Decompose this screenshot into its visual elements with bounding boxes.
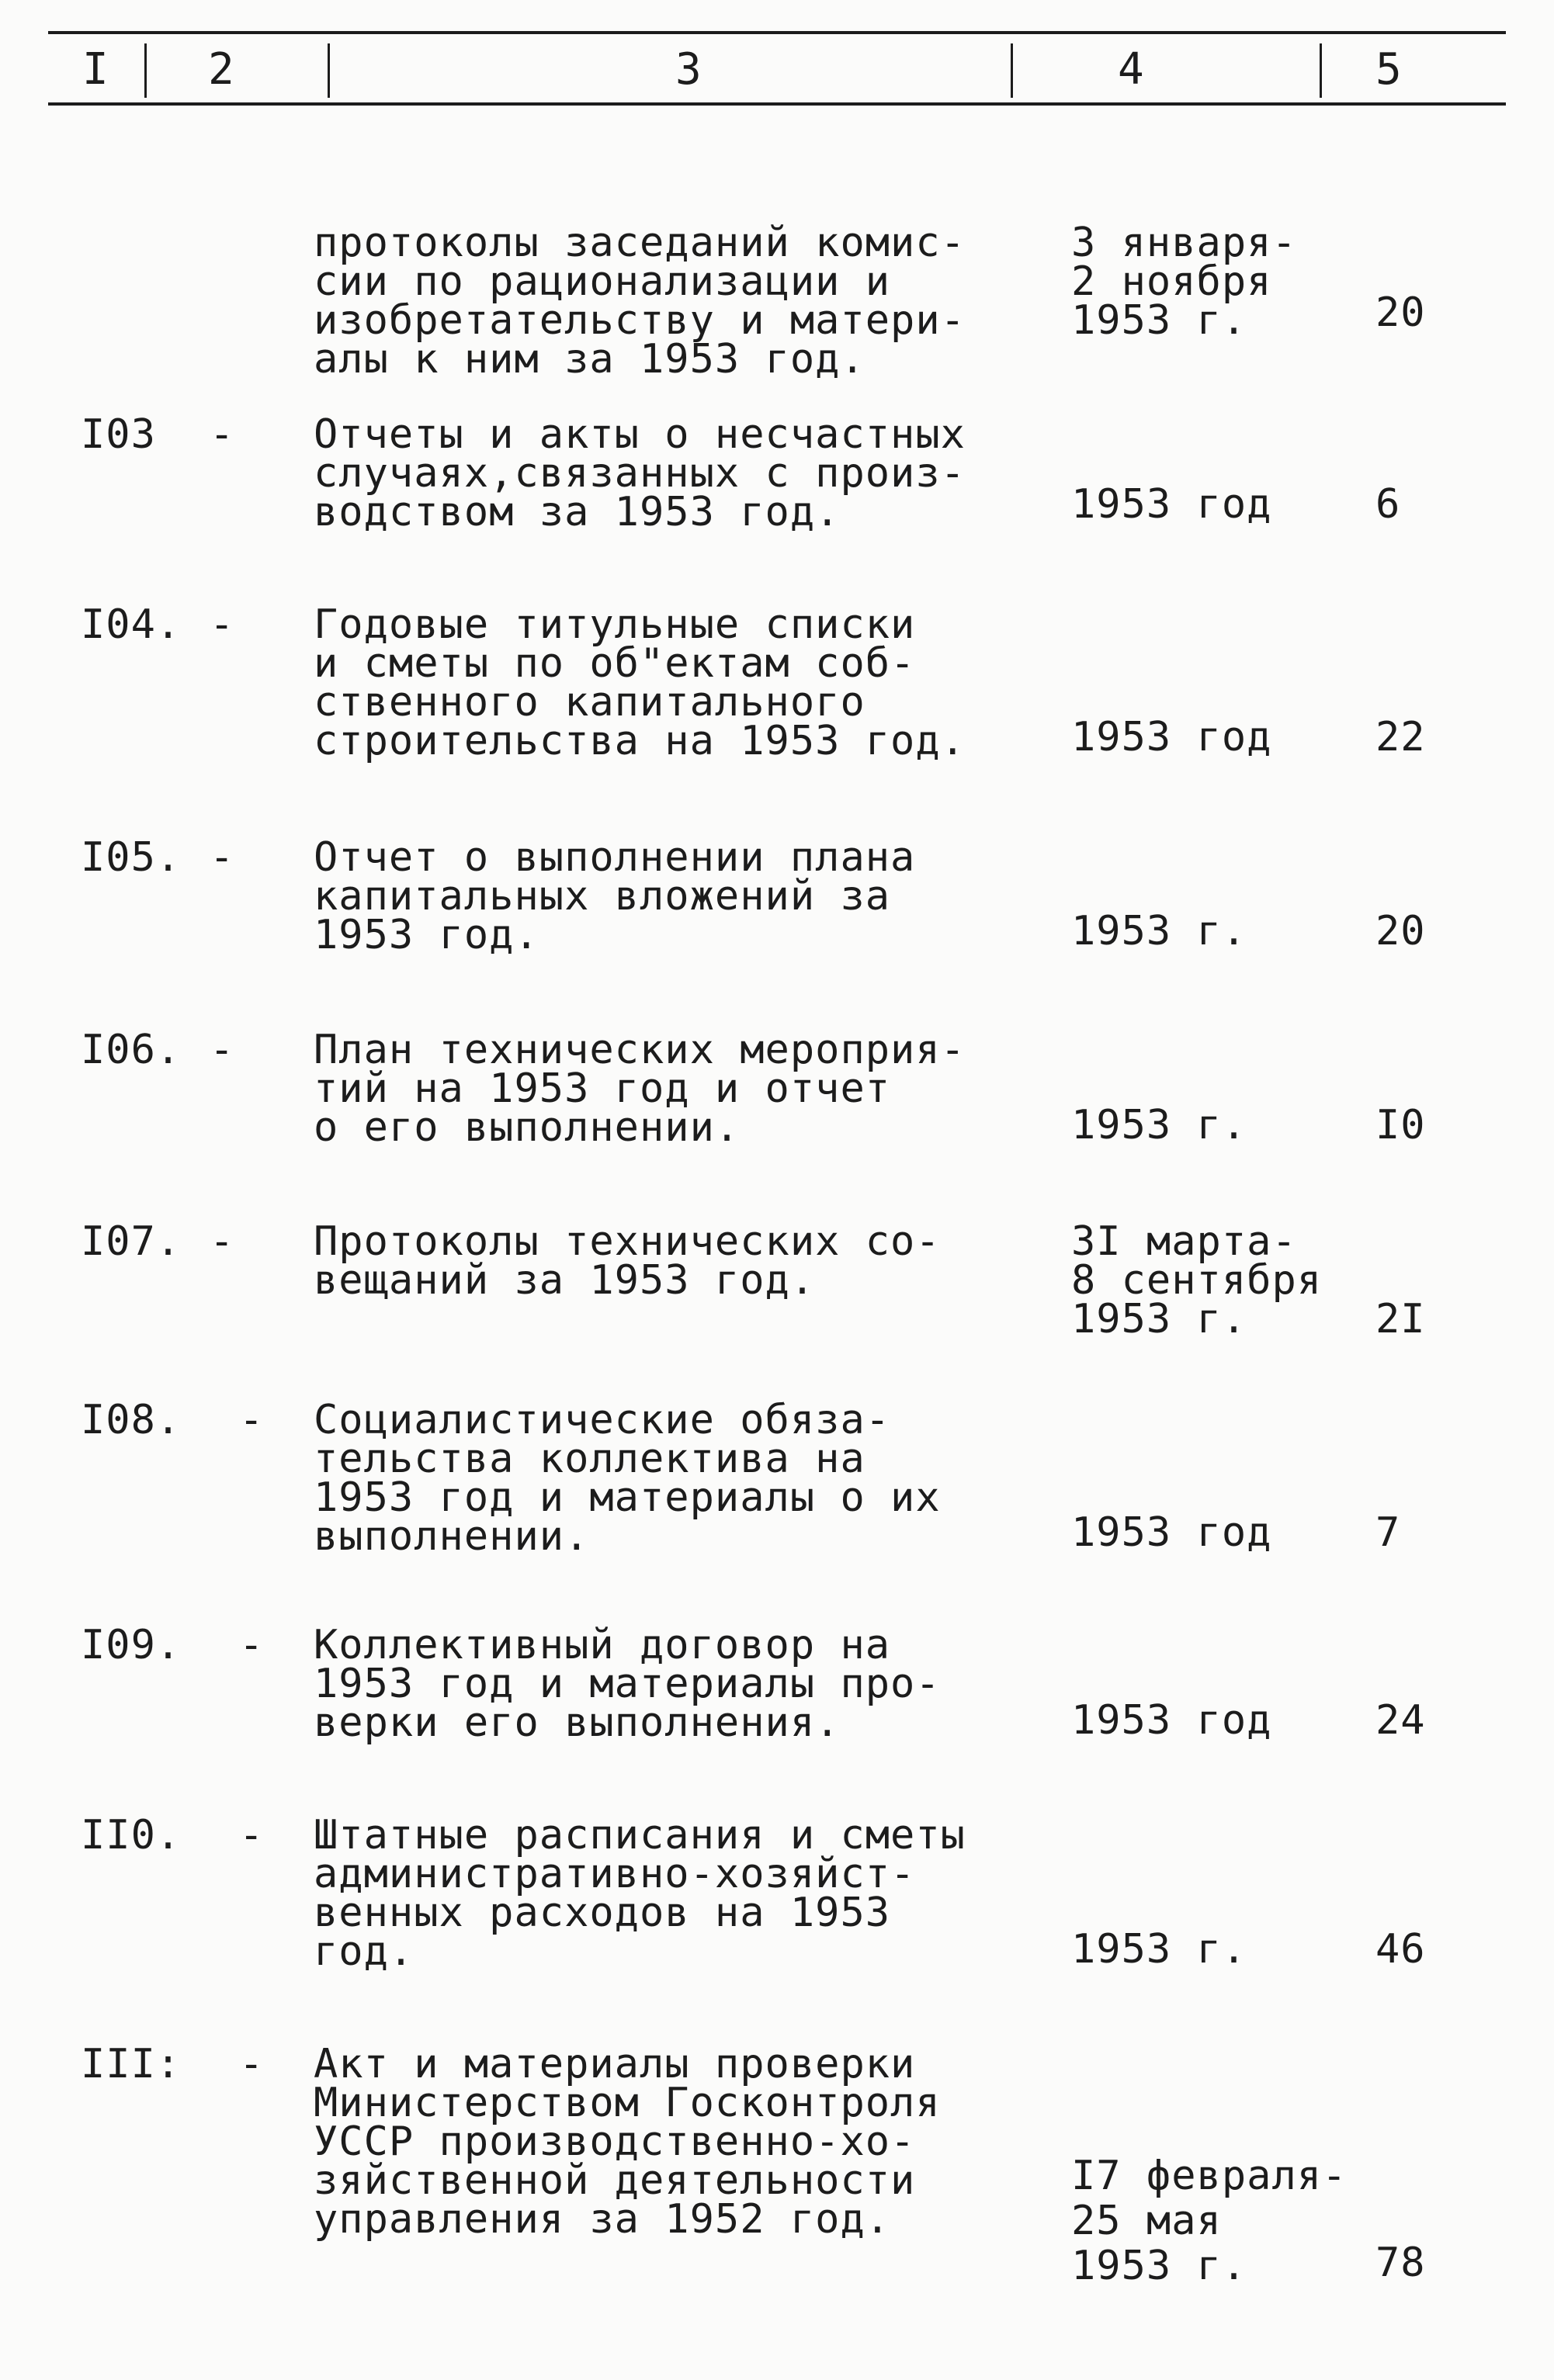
entry-dates: 1953 г. xyxy=(1071,1926,1247,1973)
entry-dash: - xyxy=(239,2041,265,2087)
entry-description: Отчеты и акты о несчастных случаях,связанных с произ- водством за 1953 год. xyxy=(314,411,966,535)
column-header-4: 4 xyxy=(1118,44,1144,95)
entry-description: Акт и материалы проверки Министерством Госконтроля УССР производственно-хо- зяйственной деятельности управления за 1952 год. xyxy=(314,2041,941,2243)
entry-description: протоколы заседаний комис- сии по рационализации и изобретательству и матери- алы к ним за 1953 год. xyxy=(314,220,966,383)
table-header-bottom-rule xyxy=(48,102,1506,106)
entry-dash: - xyxy=(239,1812,265,1859)
entry-dash: - xyxy=(239,1397,265,1443)
entry-dash: - xyxy=(210,834,235,881)
entry-description: Штатные расписания и сметы административно-хозяйст- венных расходов на 1953 год. xyxy=(314,1812,966,1975)
entry-dash: - xyxy=(239,1622,265,1668)
entry-dates: 1953 г. xyxy=(1071,1102,1247,1148)
entry-dates: 3 января- 2 ноября 1953 г. xyxy=(1071,220,1297,344)
entry-dates: 1953 г. xyxy=(1071,908,1247,954)
entry-dates: 1953 год xyxy=(1071,1697,1272,1744)
entry-sheet-count: 24 xyxy=(1375,1697,1426,1744)
entry-sheet-count: I0 xyxy=(1375,1102,1426,1148)
entry-description: Годовые титульные списки и сметы по об"ектам соб- ственного капитального строительства на 1953 год. xyxy=(314,601,966,764)
column-header-3: 3 xyxy=(675,44,702,95)
column-header-5: 5 xyxy=(1375,44,1402,95)
entry-sheet-count: 46 xyxy=(1375,1926,1426,1973)
entry-description: Социалистические обяза- тельства коллектива на 1953 год и материалы о их выполнении. xyxy=(314,1397,941,1560)
entry-dates: 3I марта- 8 сентября 1953 г. xyxy=(1071,1218,1323,1342)
entry-dates: 1953 год xyxy=(1071,714,1272,760)
entry-dates: I7 февраля- 25 мая 1953 г. xyxy=(1071,2153,1348,2289)
entry-number: I07. xyxy=(81,1218,182,1265)
entry-number: I03 xyxy=(81,411,156,458)
entry-sheet-count: 78 xyxy=(1375,2240,1426,2286)
entry-number: I09. xyxy=(81,1622,182,1668)
column-header-2: 2 xyxy=(208,44,234,95)
entry-sheet-count: 6 xyxy=(1375,481,1401,528)
entry-number: I04. xyxy=(81,601,182,648)
entry-dates: 1953 год xyxy=(1071,1509,1272,1556)
entry-description: Отчет о выполнении плана капитальных вложений за 1953 год. xyxy=(314,834,916,958)
entry-dash: - xyxy=(210,411,235,458)
table-header-top-rule xyxy=(48,31,1506,34)
column-separator xyxy=(1011,43,1013,98)
entry-sheet-count: 22 xyxy=(1375,714,1426,760)
entry-sheet-count: 20 xyxy=(1375,908,1426,954)
entry-description: Коллективный договор на 1953 год и материалы про- верки его выполнения. xyxy=(314,1622,941,1746)
entry-sheet-count: 20 xyxy=(1375,289,1426,336)
column-separator xyxy=(1320,43,1322,98)
entry-number: III: xyxy=(81,2041,182,2087)
entry-description: Протоколы технических со- вещаний за 1953 год. xyxy=(314,1218,941,1304)
entry-number: I08. xyxy=(81,1397,182,1443)
entry-number: I05. xyxy=(81,834,182,881)
entry-description: План технических мероприя- тий на 1953 год и отчет о его выполнении. xyxy=(314,1027,966,1151)
column-separator xyxy=(144,43,147,98)
entry-number: II0. xyxy=(81,1812,182,1859)
entry-number: I06. xyxy=(81,1027,182,1073)
column-header-1: I xyxy=(82,44,109,95)
entry-sheet-count: 2I xyxy=(1375,1296,1426,1342)
entry-dash: - xyxy=(210,601,235,648)
entry-dash: - xyxy=(210,1027,235,1073)
entry-sheet-count: 7 xyxy=(1375,1509,1401,1556)
column-separator xyxy=(328,43,330,98)
entry-dates: 1953 год xyxy=(1071,481,1272,528)
entry-dash: - xyxy=(210,1218,235,1265)
